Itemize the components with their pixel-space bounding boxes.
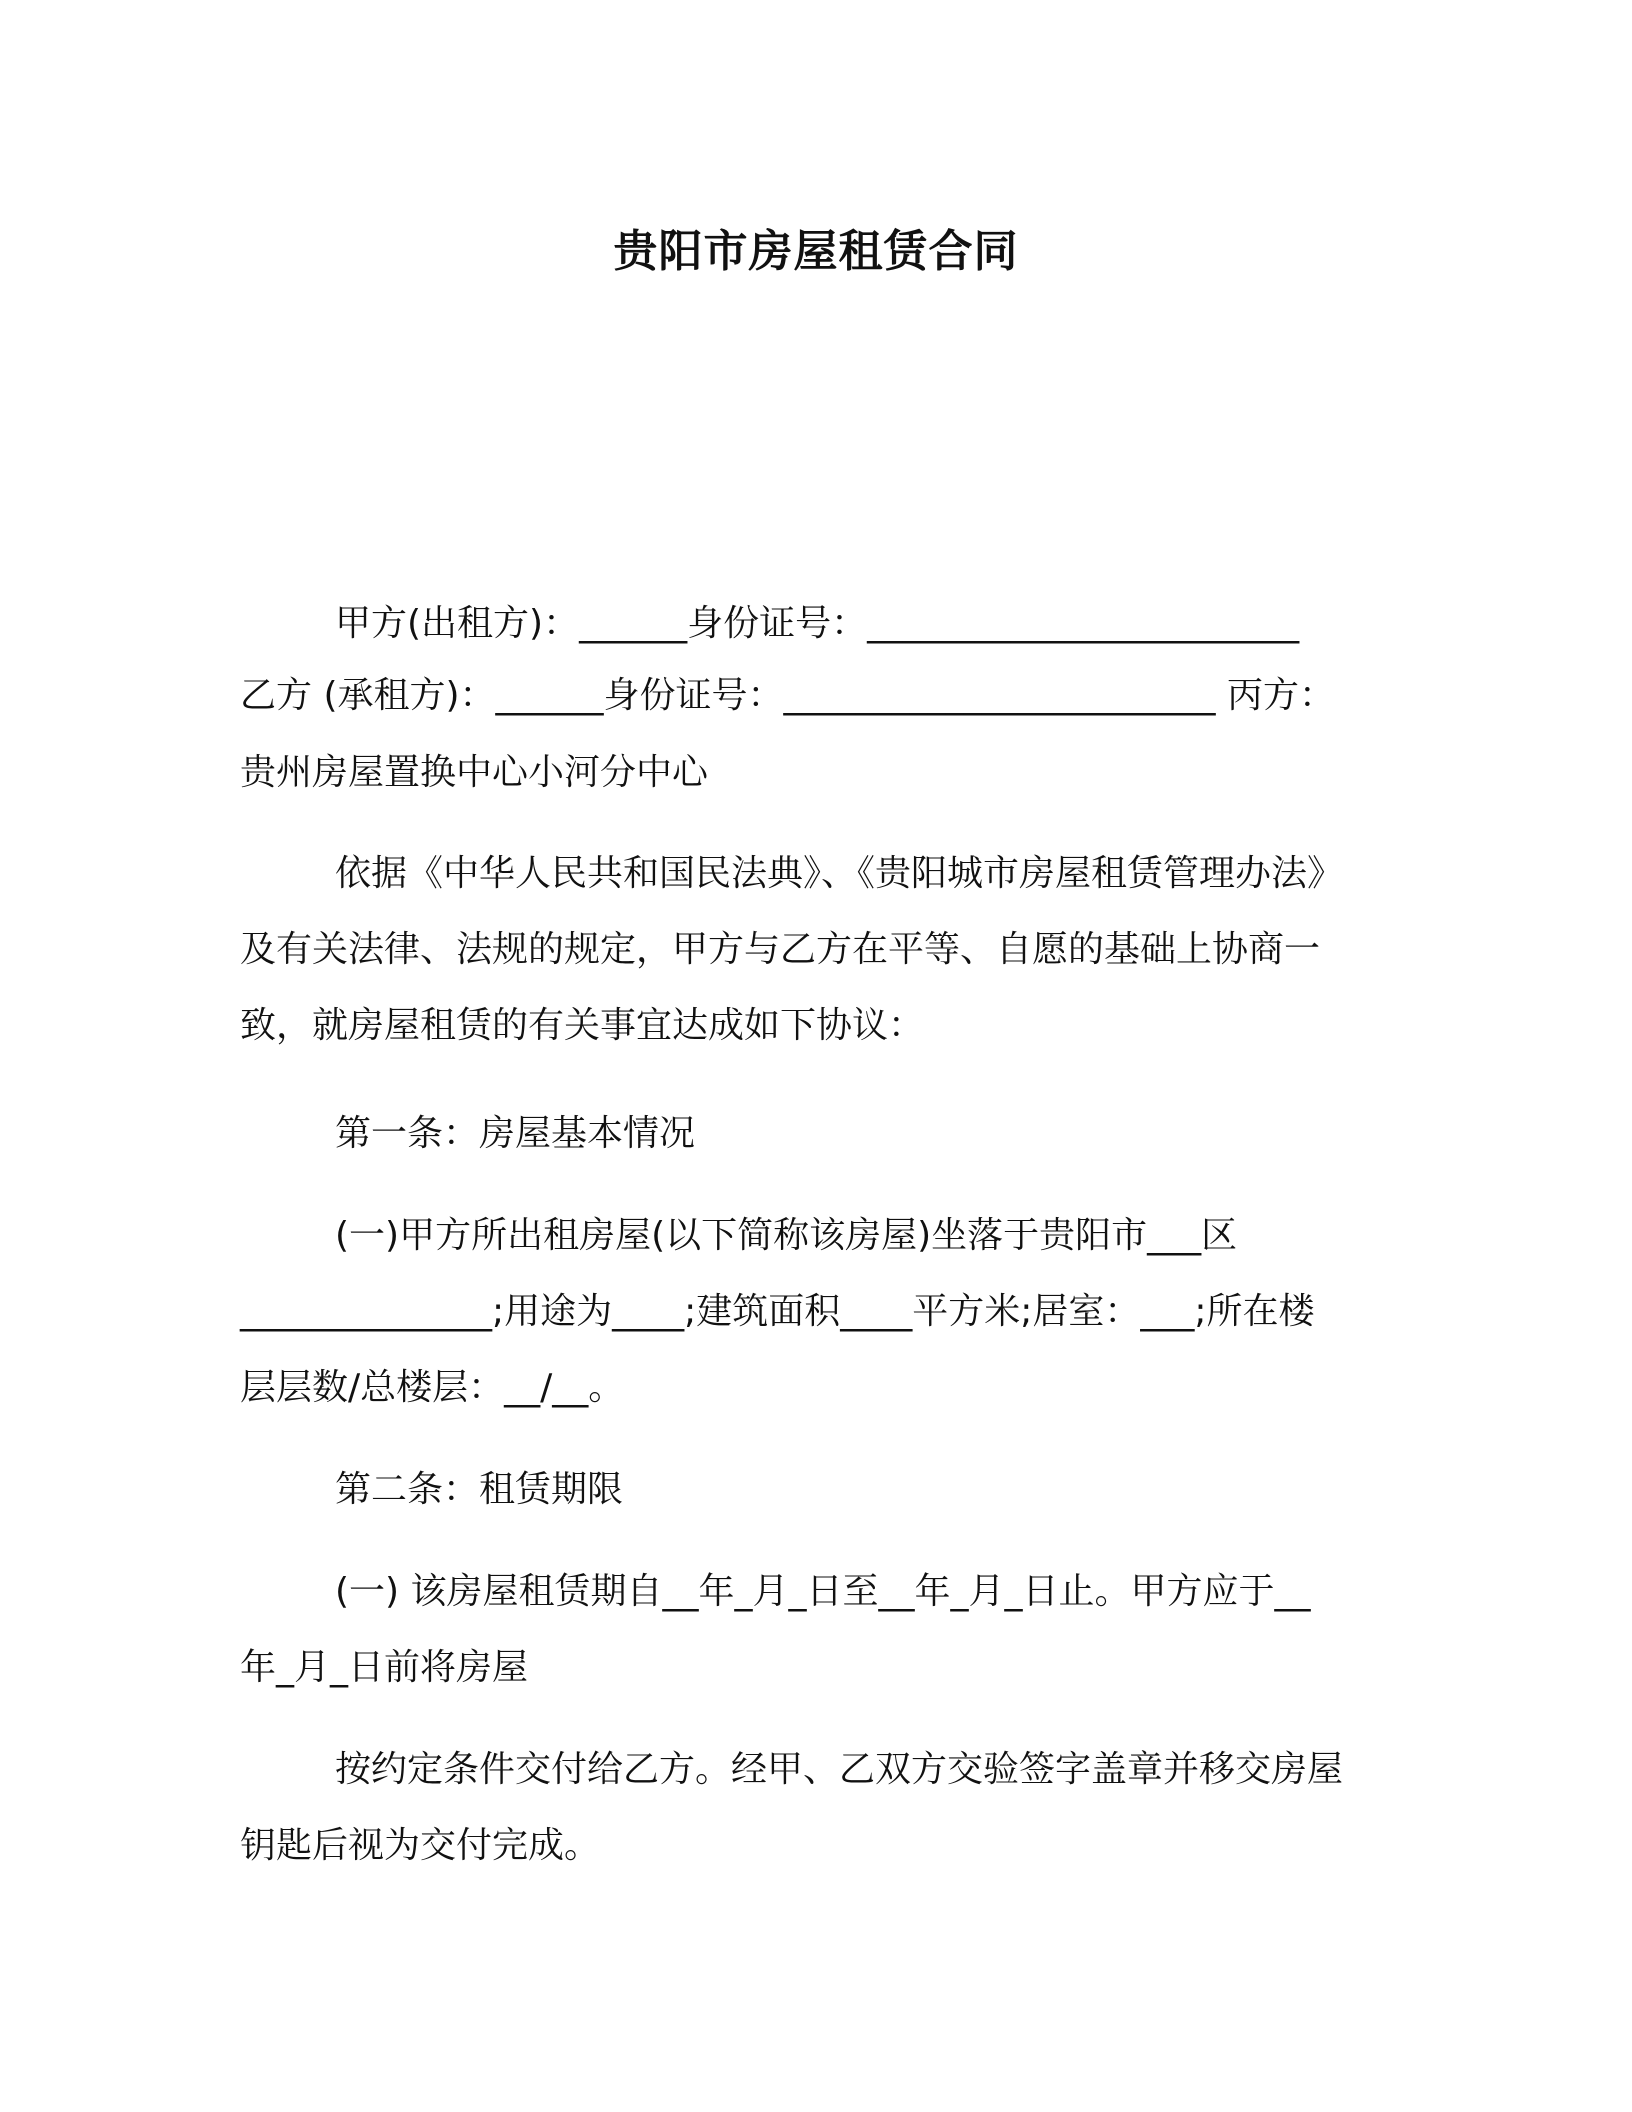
party-b-line: 乙方 (承租方)：______身份证号：________________________ 丙方： xyxy=(240,675,1335,716)
article-1-clause-1-line-2: ______________;用途为____;建筑面积____平方米;居室：___;所在楼 xyxy=(240,1291,1315,1332)
preamble-line-1: 依据《中华人民共和国民法典》、《贵阳城市房屋租赁管理办法》 xyxy=(335,853,1344,894)
article-2-clause-1-line-3: 按约定条件交付给乙方。经甲、乙双方交验签字盖章并移交房屋 xyxy=(335,1749,1344,1790)
article-1-clause-1-line-3: 层层数/总楼层：__/__。 xyxy=(240,1367,625,1408)
article-2-clause-1-line-4: 钥匙后视为交付完成。 xyxy=(240,1825,601,1866)
preamble-line-3: 致，就房屋租赁的有关事宜达成如下协议： xyxy=(240,1005,925,1046)
article-2-clause-1-line-1: (一) 该房屋租赁期自__年_月_日至__年_月_日止。甲方应于__ xyxy=(335,1571,1311,1612)
article-2-clause-1-line-2: 年_月_日前将房屋 xyxy=(240,1647,529,1688)
party-c-name-line: 贵州房屋置换中心小河分中心 xyxy=(240,752,709,793)
preamble-line-2: 及有关法律、法规的规定，甲方与乙方在平等、自愿的基础上协商一 xyxy=(240,929,1321,970)
article-1-clause-1-line-1: (一)甲方所出租房屋(以下简称该房屋)坐落于贵阳市___区 xyxy=(335,1215,1238,1256)
party-a-line: 甲方(出租方)：______身份证号：________________________ xyxy=(335,603,1300,644)
article-1-heading: 第一条：房屋基本情况 xyxy=(335,1113,696,1154)
document-title: 贵阳市房屋租赁合同 xyxy=(613,226,1019,277)
article-2-heading: 第二条：租赁期限 xyxy=(335,1469,624,1510)
